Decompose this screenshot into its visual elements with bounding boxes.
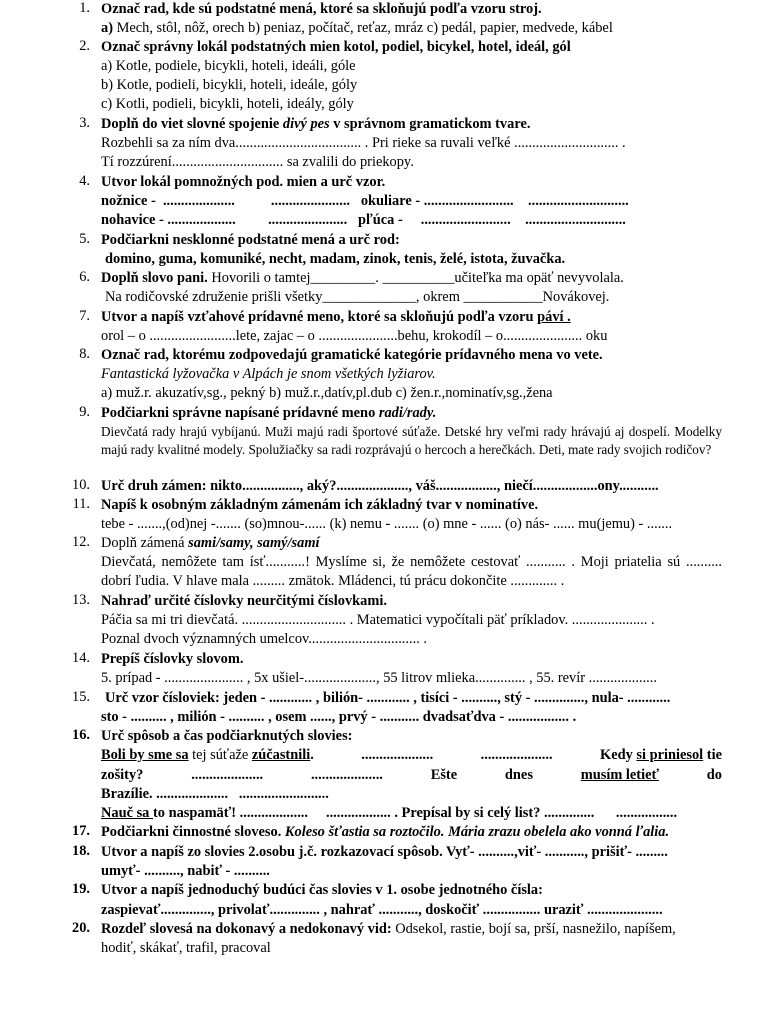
question-text: Utvor lokál pomnožných pod. mien a urč vzor. <box>101 174 386 190</box>
question-text: Nahraď určité číslovky neurčitými číslovkami. <box>101 593 387 609</box>
sentence-text: Kedy <box>600 747 637 763</box>
sentence-line-4 <box>101 804 722 823</box>
answer-blank: .................... <box>480 747 553 763</box>
sentence-text: dnes <box>504 767 533 783</box>
question-text <box>101 115 722 134</box>
question-text-italic: Koleso šťastia sa roztočilo. Mária zrazu obelela ako vonná ľalia. <box>284 824 670 840</box>
fill-line: orol – o ........................lete, zajac – o ......................behu, krokodíl – o...................... oku <box>101 328 608 344</box>
underlined-verb: zúčastnili <box>251 747 311 763</box>
answer-blank: .................... <box>361 747 434 763</box>
fill-line: Poznal dvoch významných umelcov............................... . <box>101 631 427 647</box>
fill-line: Na rodičovské združenie prišli všetky_____________, okrem ___________Novákovej. <box>105 289 610 305</box>
question-number: 6. <box>79 269 90 285</box>
fill-line: nohavice - ................... ...................... pľúca - ......................... ............................ <box>101 212 626 228</box>
question-number: 2. <box>79 38 90 54</box>
underlined-verb: Nauč sa <box>101 805 153 821</box>
fill-line: sto - .......... , milión - .......... , osem ......, prvý - ........... dvadsaťdva - ................. . <box>101 709 577 725</box>
sentence-text: . <box>310 747 314 763</box>
question-number: 10. <box>72 477 90 493</box>
sentence-text: zošity? <box>101 767 144 783</box>
sentence-text: tej súťaže <box>188 747 252 763</box>
sentence-part <box>600 746 722 765</box>
fill-line: Rozbehli sa za ním dva................................... . Pri rieke sa ruvali veľké ............................. . <box>101 135 626 151</box>
question-text: Prepíš číslovky slovom. <box>101 651 244 667</box>
exercise-paragraph: Dievčatá, nemôžete tam ísť...........! Myslíme si, že nemôžete cestovať ........... . Moji priatelia sú .......... dobrí ľudia. V hlave mala ......... zmätok. Mládenci, tú prácu dokončite ............. . <box>101 554 722 589</box>
question-number: 11. <box>72 496 90 512</box>
question-text <box>101 823 722 842</box>
sentence-text: to naspamäť! ................... .................. . Prepísal by si celý list? .............. ................. <box>152 805 678 821</box>
question-number: 15. <box>72 689 90 705</box>
question-number: 5. <box>79 231 90 247</box>
question-text: Podčiarkni nesklonné podstatné mená a urč rod: <box>101 232 400 248</box>
question-text: Utvor a napíš jednoduchý budúci čas slovies v 1. osobe jednotného čísla: <box>101 882 543 898</box>
question-number: 1. <box>79 0 90 16</box>
question-number: 12. <box>72 534 90 550</box>
option-c: c) Kotli, podieli, bicykli, hoteli, ideály, góly <box>101 96 354 112</box>
question-text <box>101 308 722 327</box>
question-number: 20. <box>72 920 90 936</box>
question-text: Napíš k osobným základným zámenám ich základný tvar v nominatíve. <box>101 497 539 513</box>
question-text: Urč vzor čísloviek: jeden - ............ , bilión- ............ , tisíci - .........., stý - .............., nula- ............ <box>105 690 671 706</box>
question-text-bold: Rozdeľ slovesá na dokonavý a nedokonavý vid: <box>101 921 392 937</box>
question-text-italic: sami/samy, samý/samí <box>188 535 320 551</box>
question-number: 18. <box>72 843 90 859</box>
answer-blank: .................... <box>191 767 264 783</box>
answer-options: a) muž.r. akuzatív,sg., pekný b) muž.r.,datív,pl.dub c) žen.r.,nominatív,sg.,žena <box>101 385 553 401</box>
question-text-bold: Doplň slovo pani. <box>101 270 208 286</box>
fill-line: umyť- .........., nabiť - .......... <box>101 863 270 879</box>
fill-line: 5. prípad - ...................... , 5x ušiel-...................., 55 litrov mlieka.............. , 55. revír ................... <box>101 670 657 686</box>
question-text: Urč spôsob a čas podčiarknutých slovies: <box>101 728 353 744</box>
question-text-part: Podčiarkni správne napísané prídavné meno <box>101 405 379 421</box>
word-list: hodiť, skákať, trafil, pracoval <box>101 940 271 956</box>
fill-line: zaspievať.............., privolať.............. , nahrať ..........., doskočiť ................ uraziť ..................... <box>101 902 663 918</box>
question-text <box>101 920 722 939</box>
question-text-part: Doplň zámená <box>101 535 189 551</box>
question-text-part: Odsekol, rastie, bojí sa, prší, nasnežilo, napíšem, <box>391 921 676 937</box>
question-number: 8. <box>79 346 90 362</box>
underlined-verb: musím letieť <box>580 767 659 783</box>
question-text-italic: radi/rady. <box>378 405 437 421</box>
question-text-part: Doplň do viet slovné spojenie <box>101 116 283 132</box>
question-text <box>101 404 722 423</box>
question-text-underlined: páví . <box>537 309 571 325</box>
question-text-italic: divý pes <box>282 116 330 132</box>
underlined-verb: Boli by sme sa <box>101 747 189 763</box>
question-text-part: Podčiarkni činnostné sloveso. <box>101 824 285 840</box>
question-text: Utvor a napíš zo slovies 2.osobu j.č. rozkazovací spôsob. Vyť- ..........,viť- ..........., prišiť- ......... <box>101 844 668 860</box>
question-text-part: Hovorili o tamtej_________. __________učiteľka ma opäť nevyvolala. <box>207 270 624 286</box>
sentence-line-1 <box>101 746 722 765</box>
question-text <box>101 534 722 553</box>
question-text-part: v správnom gramatickom tvare. <box>329 116 531 132</box>
sentence-text: tie <box>703 747 722 763</box>
answer-blank: .................... <box>310 767 383 783</box>
question-number: 13. <box>72 592 90 608</box>
question-text <box>101 269 722 288</box>
question-text: Označ správny lokál podstatných mien kotol, podiel, bicykel, hotel, ideál, gól <box>101 39 571 55</box>
sentence-line-3: Brazílie. .................... ......................... <box>101 786 329 802</box>
example-sentence: Fantastická lyžovačka v Alpách je snom všetkých lyžiarov. <box>101 366 436 382</box>
question-number: 4. <box>79 173 90 189</box>
sentence-part <box>101 746 314 765</box>
question-text: Označ rad, ktorému zodpovedajú gramatické kategórie prídavného mena vo vete. <box>101 347 603 363</box>
question-number: 7. <box>79 308 90 324</box>
fill-line: Páčia sa mi tri dievčatá. ............................. . Matematici vypočítali päť príkladov. ..................... . <box>101 612 655 628</box>
sentence-text: do <box>706 767 722 783</box>
question-text-part: Utvor a napíš vzťahové prídavné meno, ktoré sa skloňujú podľa vzoru <box>101 309 538 325</box>
exercise-paragraph: Dievčatá rady hrajú vybíjanú. Muži majú radi športové súťaže. Detské hry veľmi rady hrávajú aj dospelí. Modelky majú rady kvalitné modely. Spolužiačky sa radi rozprávajú o hercoch a herečkách. Deti, mate rady svojich rodičov? <box>101 424 722 457</box>
fill-line: nožnice - .................... ...................... okuliare - ......................... ............................ <box>101 193 629 209</box>
question-number: 9. <box>79 404 90 420</box>
question-number: 3. <box>79 115 90 131</box>
fill-line: tebe - .......,(od)nej -....... (so)mnou-...... (k) nemu - ....... (o) mne - ...... (o) nás- ...... mu(jemu) - ....... <box>101 516 673 532</box>
option-b: b) Kotle, podieli, bicykli, hoteli, ideále, góly <box>101 77 358 93</box>
fill-line: Tí rozzúrení............................... sa zvalili do priekopy. <box>101 154 414 170</box>
sentence-text: Ešte <box>430 767 458 783</box>
question-text: Urč druh zámen: nikto................, aký?...................., váš................., niečí..................ony........... <box>101 478 659 494</box>
question-number: 17. <box>72 823 90 839</box>
answer-options: a) Mech, stôl, nôž, orech b) peniaz, počítač, reťaz, mráz c) pedál, papier, medvede, kábel <box>101 20 613 36</box>
question-number: 16. <box>72 727 90 743</box>
option-a: a) Kotle, podiele, bicykli, hoteli, ideáli, góle <box>101 58 356 74</box>
sentence-line-2 <box>101 766 722 785</box>
question-text: Označ rad, kde sú podstatné mená, ktoré sa skloňujú podľa vzoru stroj. <box>101 1 542 17</box>
word-list: domino, guma, komuniké, necht, madam, zinok, tenis, želé, istota, žuvačka. <box>105 251 566 267</box>
question-number: 19. <box>72 881 90 897</box>
question-number: 14. <box>72 650 90 666</box>
underlined-verb: si priniesol <box>636 747 704 763</box>
